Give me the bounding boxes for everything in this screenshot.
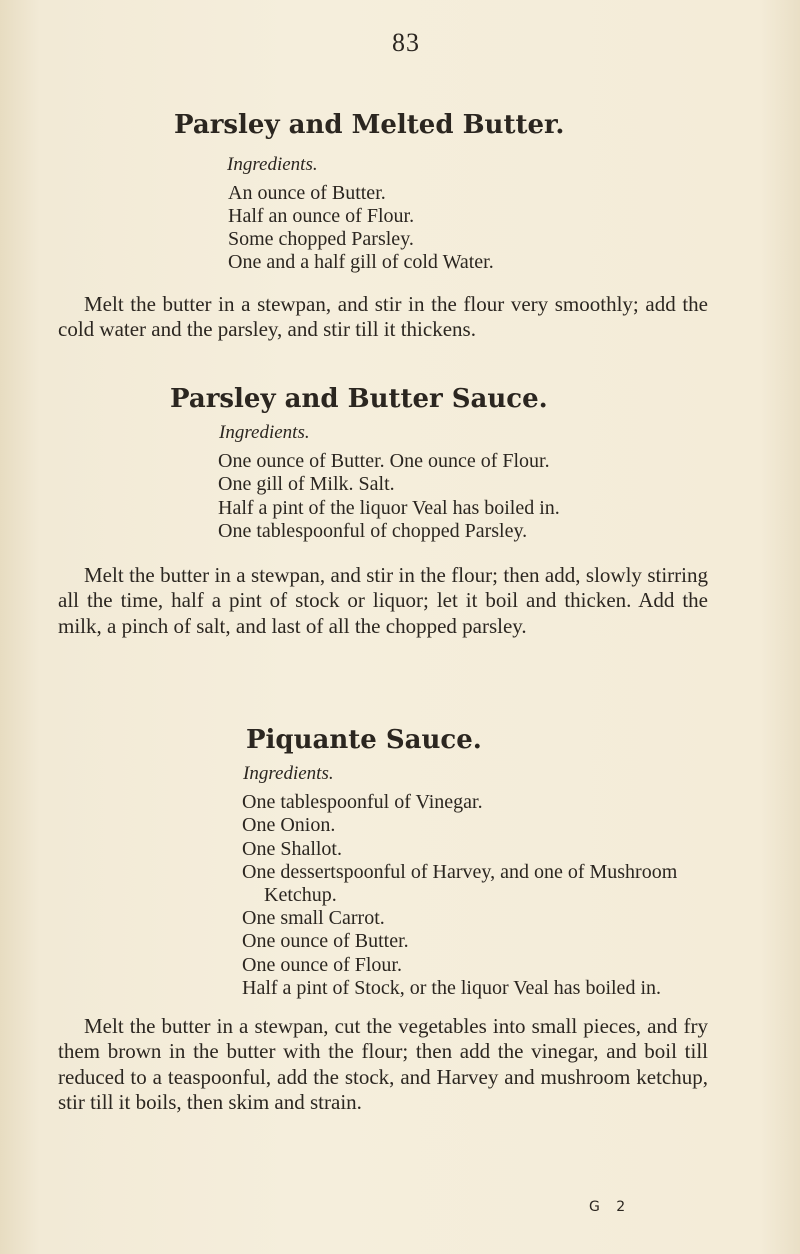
recipe-method: Melt the butter in a stewpan, and stir in the flour very smoothly; add the cold water and the parsley, and stir till it thickens.: [58, 292, 708, 342]
ingredient-item: One and a half gill of cold Water.: [228, 251, 494, 274]
ingredient-item: One Onion.: [242, 814, 336, 837]
page-number: 83: [392, 28, 420, 57]
ingredients-list: [58, 791, 708, 1000]
recipe-parsley-and-melted-butter: [58, 110, 708, 343]
ingredient-item: Some chopped Parsley.: [228, 228, 414, 251]
ingredients-heading: Ingredients.: [243, 763, 334, 785]
ingredients-list: [58, 450, 708, 543]
ingredients-heading: Ingredients.: [227, 154, 318, 176]
ingredient-item: An ounce of Butter.: [228, 182, 386, 205]
recipe-method: Melt the butter in a stewpan, and stir in the flour; then add, slowly stirring all the time, half a pint of stock or liquor; let it boil and thicken. Add the milk, a pinch of salt, and last of all the chopped parsley.: [58, 563, 708, 638]
recipe-parsley-and-butter-sauce: [58, 384, 708, 639]
ingredient-item: One gill of Milk. Salt.: [218, 473, 395, 496]
ingredient-item: One ounce of Butter. One ounce of Flour.: [218, 450, 550, 473]
recipe-method: Melt the butter in a stewpan, cut the vegetables into small pieces, and fry them brown in the butter with the flour; then add the vinegar, and boil till reduced to a teaspoonful, add the stock, and Harvey and mushroom ketchup, stir till it boils, then skim and strain.: [58, 1014, 708, 1114]
ingredients-heading: Ingredients.: [219, 422, 310, 444]
ingredient-item: Half an ounce of Flour.: [228, 205, 415, 228]
ingredients-list: [58, 182, 708, 274]
ingredient-item: One Shallot.: [242, 837, 342, 860]
recipe-title: Parsley and Butter Sauce.: [170, 384, 548, 414]
recipe-piquante-sauce: [58, 725, 708, 1115]
ingredient-item: One small Carrot.: [242, 907, 385, 930]
ingredient-item: One tablespoonful of Vinegar.: [242, 791, 483, 814]
ingredient-item: One dessertspoonful of Harvey, and one of Mushroom Ketchup.: [242, 860, 678, 906]
ingredient-item: One ounce of Butter.: [242, 930, 409, 953]
ingredient-item: Half a pint of Stock, or the liquor Veal has boiled in.: [242, 976, 661, 999]
recipe-title: Parsley and Melted Butter.: [174, 110, 565, 140]
recipe-title: Piquante Sauce.: [246, 725, 482, 755]
ingredient-item: One ounce of Flour.: [242, 953, 402, 976]
ingredient-item: One tablespoonful of chopped Parsley.: [218, 519, 528, 542]
signature-mark: G 2: [589, 1199, 632, 1215]
ingredient-item: Half a pint of the liquor Veal has boiled in.: [218, 496, 560, 519]
